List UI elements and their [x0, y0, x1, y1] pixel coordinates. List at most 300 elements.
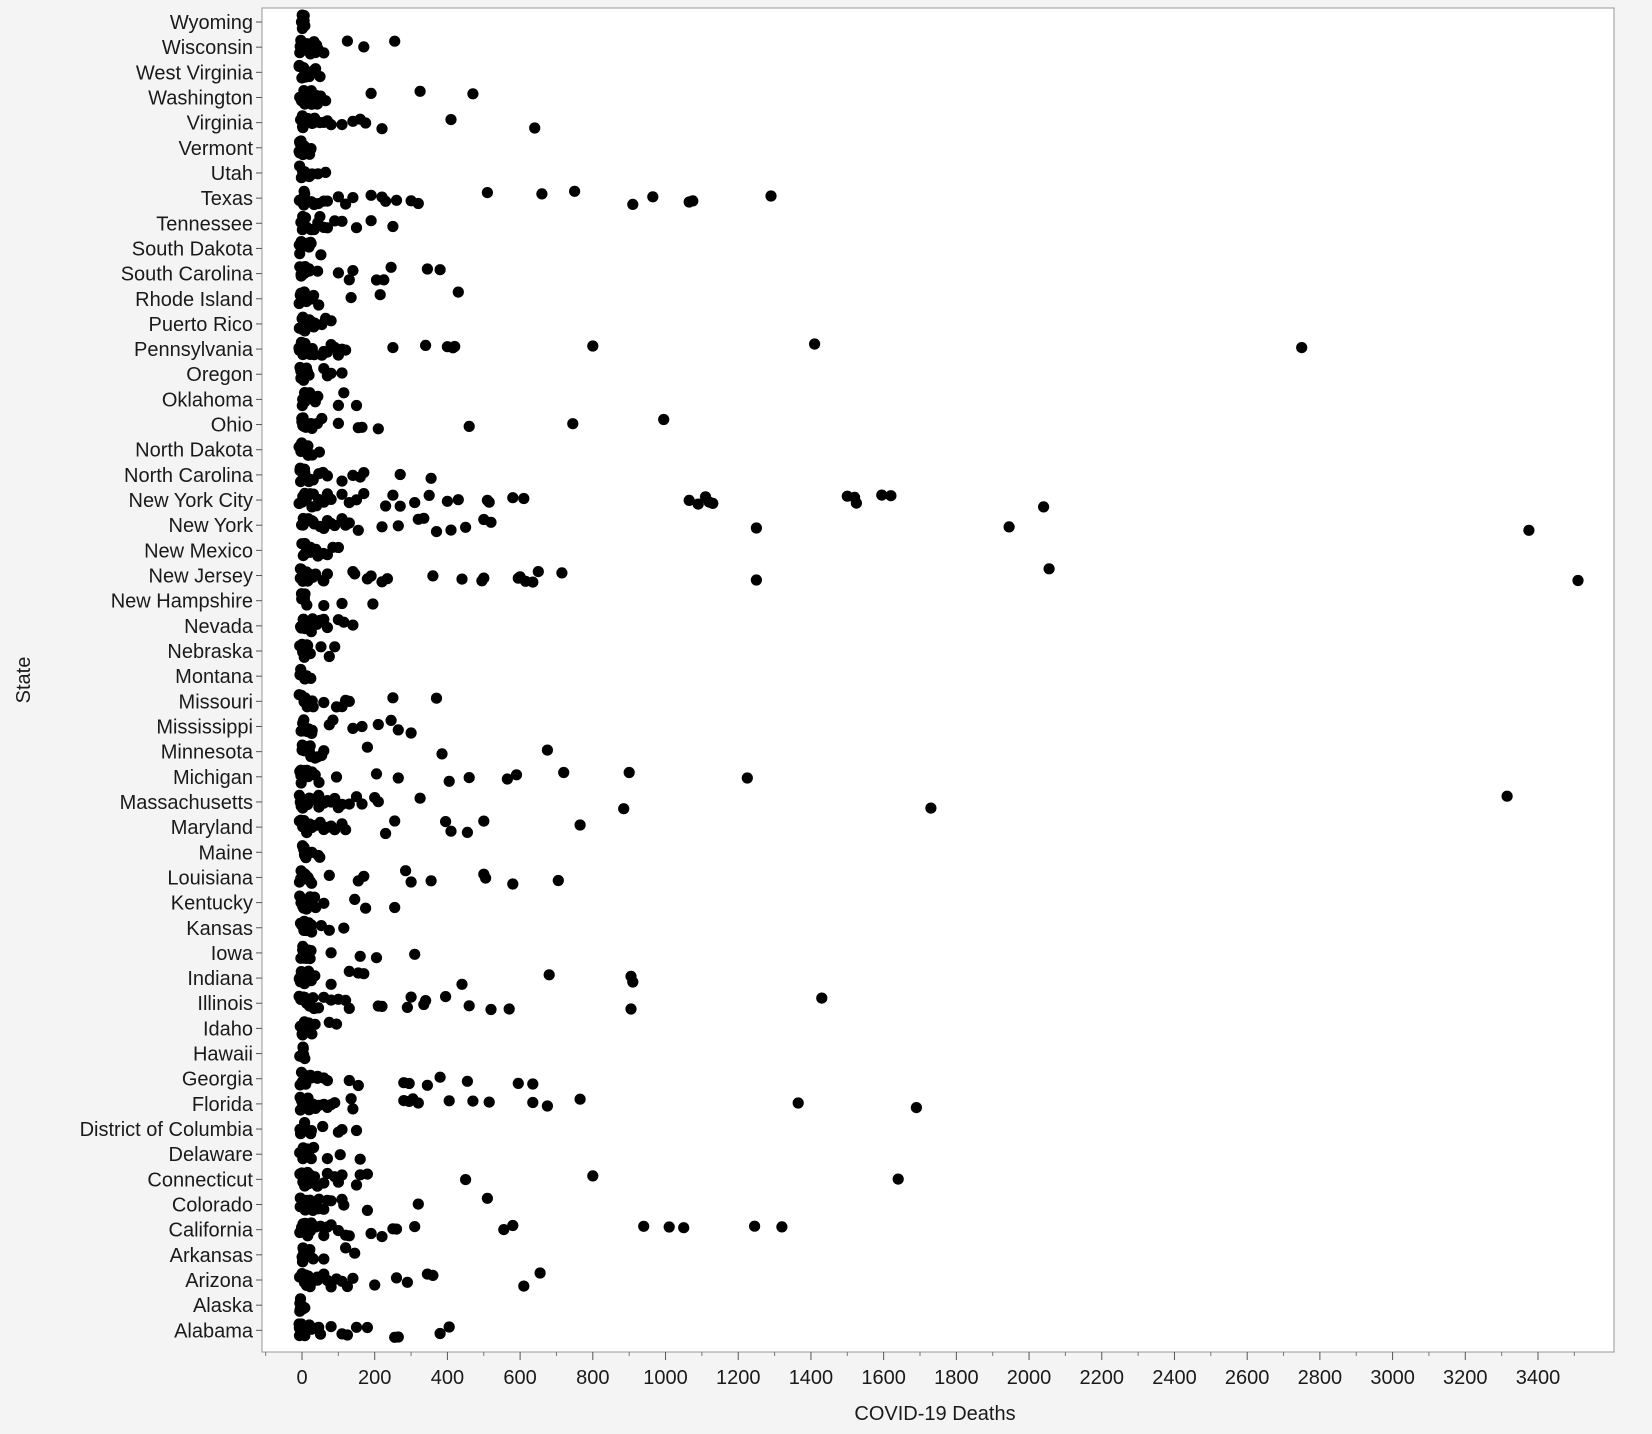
data-point: [816, 993, 827, 1004]
data-point: [380, 828, 391, 839]
data-point: [482, 1193, 493, 1204]
x-tick-label: 1400: [788, 1367, 834, 1389]
data-point: [575, 819, 586, 830]
data-point: [301, 599, 312, 610]
data-point: [558, 767, 569, 778]
y-tick-label-new-jersey: New Jersey: [148, 565, 253, 588]
data-point: [371, 768, 382, 779]
data-point: [322, 470, 333, 481]
data-point: [376, 521, 387, 532]
data-point: [358, 871, 369, 882]
data-point: [1502, 791, 1513, 802]
data-point: [542, 1100, 553, 1111]
data-point: [391, 1272, 402, 1283]
data-point: [318, 600, 329, 611]
data-point: [358, 968, 369, 979]
y-tick-label-florida: Florida: [191, 1093, 253, 1116]
data-point: [527, 1078, 538, 1089]
data-point: [445, 826, 456, 837]
data-point: [507, 878, 518, 889]
data-point: [393, 772, 404, 783]
data-point: [647, 191, 658, 202]
y-tick-label-idaho: Idaho: [202, 1018, 253, 1041]
data-point: [389, 36, 400, 47]
data-point: [435, 264, 446, 275]
data-point: [356, 798, 367, 809]
x-tick-label: 2000: [1006, 1367, 1052, 1389]
data-point: [453, 494, 464, 505]
data-point: [358, 467, 369, 478]
data-point: [294, 816, 305, 827]
data-point: [324, 651, 335, 662]
data-point: [386, 262, 397, 273]
data-point: [375, 289, 386, 300]
data-point: [322, 622, 333, 633]
data-point: [366, 215, 377, 226]
y-tick-label-louisiana: Louisiana: [167, 867, 253, 890]
data-point: [1572, 575, 1583, 586]
data-point: [427, 1270, 438, 1281]
data-point: [362, 1205, 373, 1216]
data-point: [507, 1220, 518, 1231]
data-point: [307, 992, 318, 1003]
data-point: [333, 418, 344, 429]
data-point: [527, 577, 538, 588]
y-tick-label-vermont: Vermont: [178, 137, 253, 160]
y-tick-label-illinois: Illinois: [197, 993, 253, 1016]
data-point: [333, 400, 344, 411]
data-point: [542, 745, 553, 756]
data-point: [315, 1329, 326, 1340]
data-point: [435, 1328, 446, 1339]
data-point: [418, 513, 429, 524]
x-tick-label: 1600: [861, 1367, 906, 1389]
data-point: [322, 568, 333, 579]
data-point: [513, 1078, 524, 1089]
data-point: [355, 1154, 366, 1165]
data-point: [391, 195, 402, 206]
data-point: [749, 1221, 760, 1232]
data-point: [314, 71, 325, 82]
data-point: [376, 123, 387, 134]
x-tick-label: 2200: [1079, 1367, 1125, 1389]
data-point: [426, 473, 437, 484]
y-tick-label-tennessee: Tennessee: [156, 213, 253, 236]
data-point: [618, 803, 629, 814]
data-point: [413, 198, 424, 209]
data-point: [347, 192, 358, 203]
y-tick-label-georgia: Georgia: [181, 1068, 253, 1091]
data-point: [308, 1253, 319, 1264]
data-point: [329, 641, 340, 652]
y-tick-label-maine: Maine: [198, 842, 253, 865]
data-point: [415, 793, 426, 804]
data-point: [664, 1221, 675, 1232]
data-point: [436, 748, 447, 759]
data-point: [306, 238, 317, 249]
y-tick-label-texas: Texas: [200, 188, 253, 211]
data-point: [556, 567, 567, 578]
data-point: [776, 1221, 787, 1232]
y-tick-label-kentucky: Kentucky: [170, 892, 253, 915]
data-point: [351, 1322, 362, 1333]
data-point: [485, 1004, 496, 1015]
data-point: [395, 501, 406, 512]
data-point: [318, 745, 329, 756]
data-point: [312, 266, 323, 277]
data-point: [413, 1199, 424, 1210]
x-tick-label: 200: [358, 1367, 392, 1389]
data-point: [353, 1080, 364, 1091]
data-point: [318, 898, 329, 909]
data-point: [435, 1072, 446, 1083]
data-point: [627, 976, 638, 987]
data-point: [336, 367, 347, 378]
data-point: [387, 342, 398, 353]
data-point: [347, 1103, 358, 1114]
data-point: [349, 568, 360, 579]
data-point: [326, 315, 337, 326]
data-point: [336, 1124, 347, 1135]
y-tick-label-colorado: Colorado: [171, 1194, 253, 1217]
x-tick-label: 400: [430, 1367, 465, 1389]
data-point: [333, 267, 344, 278]
data-point: [402, 1002, 413, 1013]
x-tick-label: 2400: [1152, 1367, 1197, 1389]
data-point: [356, 422, 367, 433]
y-tick-label-nebraska: Nebraska: [167, 641, 253, 663]
data-point: [627, 199, 638, 210]
data-point: [529, 122, 540, 133]
data-point: [340, 824, 351, 835]
data-point: [294, 1051, 305, 1062]
data-point: [431, 693, 442, 704]
data-point: [336, 119, 347, 130]
data-point: [327, 715, 338, 726]
data-point: [305, 648, 316, 659]
data-point: [1004, 521, 1015, 532]
data-point: [349, 1248, 360, 1259]
data-point: [464, 772, 475, 783]
data-point: [395, 469, 406, 480]
y-tick-label-wyoming: Wyoming: [169, 12, 253, 34]
data-point: [312, 391, 323, 402]
y-tick-label-washington: Washington: [148, 87, 253, 110]
data-point: [305, 673, 316, 684]
data-point: [467, 88, 478, 99]
y-tick-label-maryland: Maryland: [170, 817, 253, 840]
y-tick-label-massachusetts: Massachusetts: [119, 791, 253, 814]
data-point: [373, 796, 384, 807]
data-point: [1038, 501, 1049, 512]
data-point: [306, 919, 317, 930]
data-point: [544, 969, 555, 980]
data-point: [535, 1267, 546, 1278]
data-point: [380, 196, 391, 207]
data-point: [444, 1095, 455, 1106]
data-point: [484, 497, 495, 508]
y-tick-label-new-york: New York: [168, 515, 253, 538]
y-tick-label-mississippi: Mississippi: [156, 716, 253, 739]
data-point: [315, 249, 326, 260]
data-point: [445, 525, 456, 536]
data-point: [413, 1097, 424, 1108]
data-point: [518, 1281, 529, 1292]
y-tick-label-new-mexico: New Mexico: [144, 540, 253, 563]
data-point: [308, 1142, 319, 1153]
y-tick-label-south-dakota: South Dakota: [131, 238, 253, 261]
x-tick-label: 3400: [1515, 1367, 1561, 1389]
data-point: [326, 1195, 337, 1206]
data-point: [314, 852, 325, 863]
data-point: [464, 1000, 475, 1011]
data-point: [575, 1094, 586, 1105]
data-point: [406, 992, 417, 1003]
data-point: [387, 221, 398, 232]
data-point: [299, 15, 310, 26]
data-point: [624, 767, 635, 778]
data-point: [851, 498, 862, 509]
y-tick-label-hawaii: Hawaii: [192, 1043, 253, 1066]
data-point: [347, 620, 358, 631]
y-tick-label-utah: Utah: [210, 162, 253, 185]
data-point: [460, 1174, 471, 1185]
data-point: [305, 953, 316, 964]
data-point: [317, 1121, 328, 1132]
data-point: [638, 1221, 649, 1232]
data-point: [507, 492, 518, 503]
y-tick-label-south-carolina: South Carolina: [120, 263, 253, 286]
data-point: [326, 1321, 337, 1332]
data-point: [893, 1174, 904, 1185]
data-point: [306, 1028, 317, 1039]
data-point: [314, 211, 325, 222]
data-point: [380, 500, 391, 511]
data-point: [322, 1075, 333, 1086]
data-point: [371, 952, 382, 963]
data-point: [387, 692, 398, 703]
data-point: [415, 86, 426, 97]
y-tick-label-alabama: Alabama: [174, 1320, 253, 1343]
y-tick-label-new-york-city: New York City: [128, 490, 253, 513]
y-tick-label-connecticut: Connecticut: [147, 1169, 253, 1192]
data-point: [687, 195, 698, 206]
data-point: [318, 697, 329, 708]
data-point: [678, 1222, 689, 1233]
data-point: [373, 423, 384, 434]
data-point: [625, 1003, 636, 1014]
data-point: [400, 865, 411, 876]
data-point: [310, 1019, 321, 1030]
data-point: [306, 878, 317, 889]
data-point: [422, 263, 433, 274]
data-point: [427, 570, 438, 581]
data-point: [445, 114, 456, 125]
data-point: [386, 715, 397, 726]
data-point: [309, 1171, 320, 1182]
data-point: [356, 721, 367, 732]
data-point: [329, 1097, 340, 1108]
data-point: [349, 894, 360, 905]
y-tick-label-north-dakota: North Dakota: [135, 439, 253, 462]
y-tick-label-iowa: Iowa: [210, 942, 253, 965]
data-point: [378, 274, 389, 285]
data-point: [340, 345, 351, 356]
data-point: [444, 1321, 455, 1332]
data-point: [320, 95, 331, 106]
data-point: [326, 947, 337, 958]
data-point: [751, 574, 762, 585]
data-point: [347, 265, 358, 276]
data-point: [885, 490, 896, 501]
x-axis-title: COVID-19 Deaths: [854, 1403, 1016, 1425]
data-point: [313, 1002, 324, 1013]
data-point: [314, 447, 325, 458]
data-point: [313, 777, 324, 788]
x-tick-label: 2800: [1297, 1367, 1343, 1389]
data-point: [373, 719, 384, 730]
x-tick-label: 800: [576, 1367, 610, 1389]
y-tick-label-indiana: Indiana: [187, 968, 253, 991]
data-point: [393, 1331, 404, 1342]
y-tick-label-kansas: Kansas: [186, 917, 253, 940]
data-point: [387, 490, 398, 501]
data-point: [362, 1169, 373, 1180]
y-tick-label-ohio: Ohio: [210, 414, 253, 437]
data-point: [707, 498, 718, 509]
data-point: [336, 476, 347, 487]
data-point: [453, 287, 464, 298]
y-tick-label-arkansas: Arkansas: [169, 1244, 253, 1267]
data-point: [462, 827, 473, 838]
data-point: [300, 212, 311, 223]
y-axis: [80, 12, 262, 1342]
data-point: [393, 520, 404, 531]
y-tick-label-virginia: Virginia: [186, 112, 253, 135]
data-point: [309, 970, 320, 981]
data-point: [344, 1230, 355, 1241]
data-point: [442, 496, 453, 507]
plot-area: [262, 8, 1614, 1352]
data-point: [366, 570, 377, 581]
data-point: [333, 542, 344, 553]
data-point: [431, 526, 442, 537]
data-point: [338, 1200, 349, 1211]
data-point: [298, 589, 309, 600]
data-point: [440, 991, 451, 1002]
data-point: [391, 1224, 402, 1235]
data-point: [335, 1149, 346, 1160]
data-point: [424, 490, 435, 501]
data-point: [360, 903, 371, 914]
data-point: [346, 1093, 357, 1104]
data-point: [478, 816, 489, 827]
y-tick-label-montana: Montana: [175, 666, 253, 689]
data-point: [809, 338, 820, 349]
data-point: [504, 1003, 515, 1014]
y-tick-label-minnesota: Minnesota: [160, 741, 253, 764]
data-point: [351, 1179, 362, 1190]
data-point: [367, 598, 378, 609]
data-point: [336, 598, 347, 609]
data-point: [1523, 525, 1534, 536]
y-tick-label-delaware: Delaware: [168, 1144, 253, 1167]
y-tick-label-arizona: Arizona: [185, 1270, 253, 1292]
data-point: [482, 187, 493, 198]
x-tick-label: 3200: [1443, 1367, 1488, 1389]
data-point: [460, 522, 471, 533]
data-point: [376, 1001, 387, 1012]
x-tick-label: 3000: [1370, 1367, 1415, 1389]
data-point: [351, 222, 362, 233]
y-tick-label-pennsylvania: Pennsylvania: [134, 339, 253, 362]
data-point: [320, 167, 331, 178]
data-point: [338, 387, 349, 398]
data-point: [326, 494, 337, 505]
data-point: [567, 418, 578, 429]
data-point: [420, 995, 431, 1006]
data-point: [313, 299, 324, 310]
data-point: [402, 1277, 413, 1288]
data-point: [464, 421, 475, 432]
y-tick-label-west-virginia: West Virginia: [135, 62, 253, 85]
data-point: [742, 772, 753, 783]
y-tick-label-michigan: Michigan: [172, 766, 253, 789]
data-point: [765, 190, 776, 201]
data-point: [305, 1128, 316, 1139]
data-point: [316, 413, 327, 424]
data-point: [351, 400, 362, 411]
data-point: [351, 1125, 362, 1136]
x-tick-label: 2600: [1224, 1367, 1270, 1389]
y-tick-label-missouri: Missouri: [178, 691, 253, 714]
data-point: [511, 769, 522, 780]
y-tick-label-new-hampshire: New Hampshire: [110, 590, 253, 613]
data-point: [336, 1169, 347, 1180]
data-point: [422, 1080, 433, 1091]
data-point: [426, 875, 437, 886]
data-point: [467, 1096, 478, 1107]
data-point: [393, 724, 404, 735]
data-point: [308, 701, 319, 712]
data-point: [369, 1279, 380, 1290]
data-point: [331, 1019, 342, 1030]
data-point: [315, 641, 326, 652]
data-point: [793, 1097, 804, 1108]
x-tick-label: 0: [296, 1367, 308, 1389]
data-point: [409, 949, 420, 960]
data-point: [462, 1076, 473, 1087]
data-point: [360, 117, 371, 128]
data-point: [406, 876, 417, 887]
y-tick-label-rhode-island: Rhode Island: [135, 288, 253, 311]
y-tick-label-california: California: [168, 1219, 253, 1242]
data-point: [911, 1102, 922, 1113]
data-point: [362, 742, 373, 753]
data-point: [587, 1170, 598, 1181]
data-point: [307, 725, 318, 736]
data-point: [355, 951, 366, 962]
y-tick-label-oklahoma: Oklahoma: [161, 389, 253, 412]
y-tick-label-wisconsin: Wisconsin: [161, 37, 253, 60]
data-point: [318, 1253, 329, 1264]
data-point: [344, 1003, 355, 1014]
data-point: [366, 190, 377, 201]
data-point: [366, 88, 377, 99]
data-point: [326, 119, 337, 130]
data-point: [322, 196, 333, 207]
data-point: [420, 340, 431, 351]
